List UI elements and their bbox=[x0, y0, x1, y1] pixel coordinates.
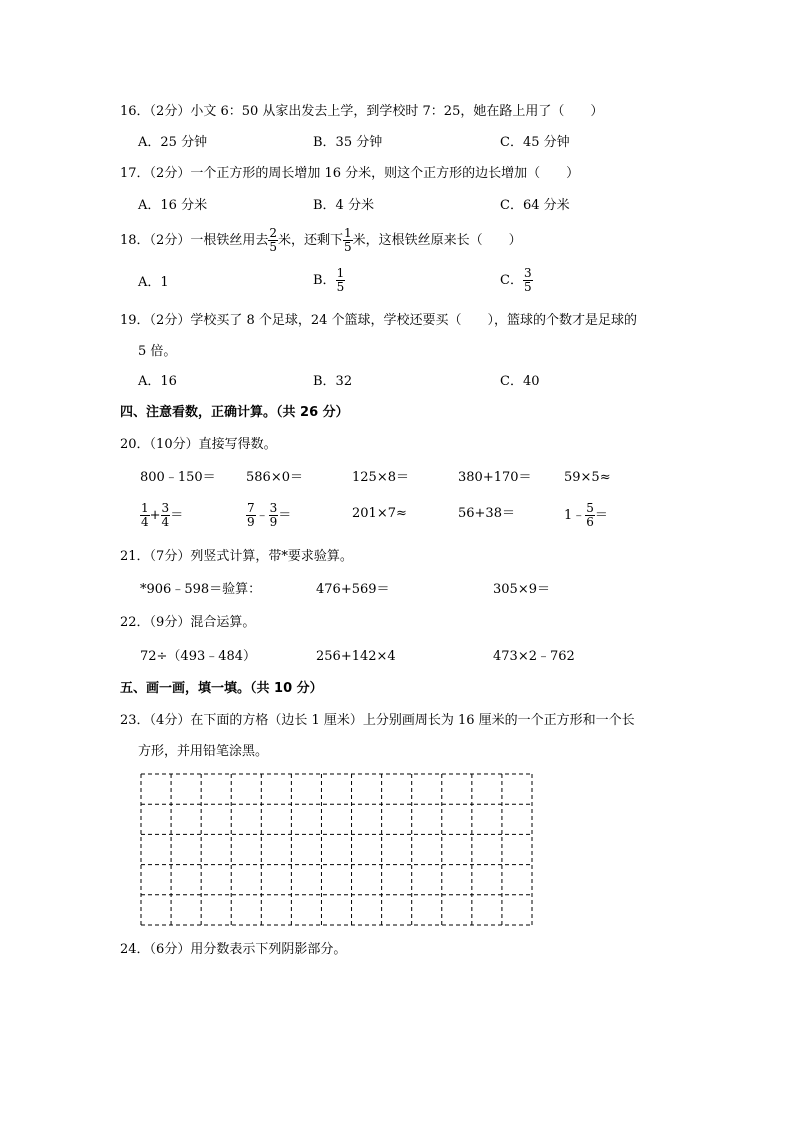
q20-row2-item3: 201×7≈ bbox=[352, 506, 407, 521]
q20-stem: 20．（10分）直接写得数。 bbox=[120, 437, 277, 452]
q20-e1-d1: 4 bbox=[141, 515, 149, 529]
q17-option-a[interactable]: A．16 分米 bbox=[138, 198, 208, 213]
q18-frac1-den: 5 bbox=[269, 240, 277, 254]
section-4-title: 四、注意看数，正确计算。（共 26 分） bbox=[120, 405, 349, 420]
q17-option-b[interactable]: B．4 分米 bbox=[313, 198, 374, 213]
q21-stem: 21．（7分）列竖式计算，带*要求验算。 bbox=[120, 549, 353, 564]
q19-stem-line2: 5 倍。 bbox=[138, 344, 177, 359]
q22-item3: 473×2﹣762 bbox=[493, 649, 575, 664]
q18-fraction-left bbox=[343, 227, 353, 254]
q20-row2-item1 bbox=[140, 500, 183, 532]
q18-option-c-den: 5 bbox=[523, 280, 532, 294]
q20-e2-n1: 7 bbox=[247, 501, 255, 515]
q21-item2: 476+569＝ bbox=[316, 582, 390, 597]
q22-item1: 72÷（493﹣484） bbox=[140, 649, 257, 664]
q21-item3: 305×9＝ bbox=[493, 582, 550, 597]
q20-e2-op: ﹣ bbox=[255, 508, 269, 523]
q20-e1-eq: ＝ bbox=[170, 508, 184, 523]
q18-option-b-num: 1 bbox=[336, 266, 345, 280]
q20-row1-item3: 125×8＝ bbox=[352, 470, 409, 485]
q18-option-b-fraction bbox=[336, 267, 346, 294]
q20-e2-frac1 bbox=[246, 502, 256, 529]
q18-option-c[interactable] bbox=[500, 267, 533, 295]
q20-e1-n1: 1 bbox=[141, 501, 149, 515]
q20-e1-d2: 4 bbox=[161, 515, 170, 529]
q18-option-b[interactable] bbox=[313, 267, 345, 295]
q20-row1-item5: 59×5≈ bbox=[564, 470, 611, 485]
q18-stem-post: 米，这根铁丝原来长（ ） bbox=[352, 233, 522, 248]
q20-e2-d2: 9 bbox=[269, 515, 278, 529]
q22-item2: 256+142×4 bbox=[316, 649, 396, 664]
q20-row2-item2 bbox=[246, 500, 291, 532]
q18-option-a[interactable]: A．1 bbox=[138, 275, 169, 290]
q18-option-c-num: 3 bbox=[523, 266, 532, 280]
q18-stem-pre: 18．（2分）一根铁丝用去 bbox=[120, 233, 269, 248]
q16-option-a[interactable]: A．25 分钟 bbox=[138, 135, 208, 150]
q17-option-c[interactable]: C．64 分米 bbox=[500, 198, 570, 213]
q22-stem: 22．（9分）混合运算。 bbox=[120, 615, 256, 630]
q18-frac1-num: 2 bbox=[269, 226, 277, 240]
q18-stem-mid: 米，还剩下 bbox=[277, 233, 343, 248]
q20-row2-item5 bbox=[564, 500, 608, 532]
q17-stem: 17．（2分）一个正方形的周长增加 16 分米，则这个正方形的边长增加（ ） bbox=[120, 166, 580, 181]
q20-e1-frac2 bbox=[161, 502, 171, 529]
section-5-title: 五、画一画，填一填。（共 10 分） bbox=[120, 681, 323, 696]
q18-option-c-label: C． bbox=[500, 273, 523, 288]
q18-frac2-num: 1 bbox=[343, 226, 352, 240]
q20-row1-item1: 800﹣150＝ bbox=[140, 470, 216, 485]
q20-e2-eq: ＝ bbox=[278, 508, 292, 523]
q18-option-b-label: B． bbox=[313, 273, 336, 288]
q18-frac2-den: 5 bbox=[343, 240, 352, 254]
q19-option-a[interactable]: A．16 bbox=[138, 374, 177, 389]
q20-e2-n2: 3 bbox=[269, 501, 278, 515]
q20-e1-op: + bbox=[149, 508, 161, 523]
q16-option-c[interactable]: C．45 分钟 bbox=[500, 135, 570, 150]
q21-item1: *906﹣598＝验算： bbox=[140, 582, 262, 597]
q23-dashed-grid[interactable] bbox=[140, 773, 533, 926]
q19-option-c[interactable]: C．40 bbox=[500, 374, 540, 389]
q20-e5-d: 6 bbox=[586, 515, 594, 529]
q20-e2-d1: 9 bbox=[247, 515, 255, 529]
q20-e5-eq: ＝ bbox=[594, 508, 608, 523]
q18-fraction-used bbox=[268, 227, 278, 254]
q18-stem bbox=[120, 227, 522, 255]
q20-e5-frac bbox=[585, 502, 595, 529]
q16-option-b[interactable]: B．35 分钟 bbox=[313, 135, 383, 150]
q24-stem: 24．（6分）用分数表示下列阴影部分。 bbox=[120, 942, 347, 957]
q20-e1-frac1 bbox=[140, 502, 150, 529]
q18-option-b-den: 5 bbox=[336, 280, 345, 294]
q23-grid-svg[interactable] bbox=[140, 773, 533, 926]
q23-stem-line1: 23．（4分）在下面的方格（边长 1 厘米）上分别画周长为 16 厘米的一个正方形和一个长 bbox=[120, 713, 635, 728]
q20-row1-item2: 586×0＝ bbox=[246, 470, 303, 485]
q20-row1-item4: 380+170＝ bbox=[458, 470, 532, 485]
q19-option-b[interactable]: B．32 bbox=[313, 374, 353, 389]
q20-row2-item4: 56+38＝ bbox=[458, 506, 515, 521]
q19-stem-line1: 19．（2分）学校买了 8 个足球，24 个篮球，学校还要买（ ），篮球的个数才是足球的 bbox=[120, 313, 638, 328]
q23-stem-line2: 方形，并用铅笔涂黑。 bbox=[138, 744, 269, 759]
q18-option-c-fraction bbox=[523, 267, 533, 294]
q20-e5-pre: 1﹣ bbox=[564, 508, 586, 523]
q20-e1-n2: 3 bbox=[161, 501, 170, 515]
q20-e2-frac2 bbox=[269, 502, 279, 529]
q20-e5-n: 5 bbox=[586, 501, 594, 515]
q16-stem: 16．（2分）小文 6：50 从家出发去上学，到学校时 7：25，她在路上用了（ ） bbox=[120, 104, 604, 119]
